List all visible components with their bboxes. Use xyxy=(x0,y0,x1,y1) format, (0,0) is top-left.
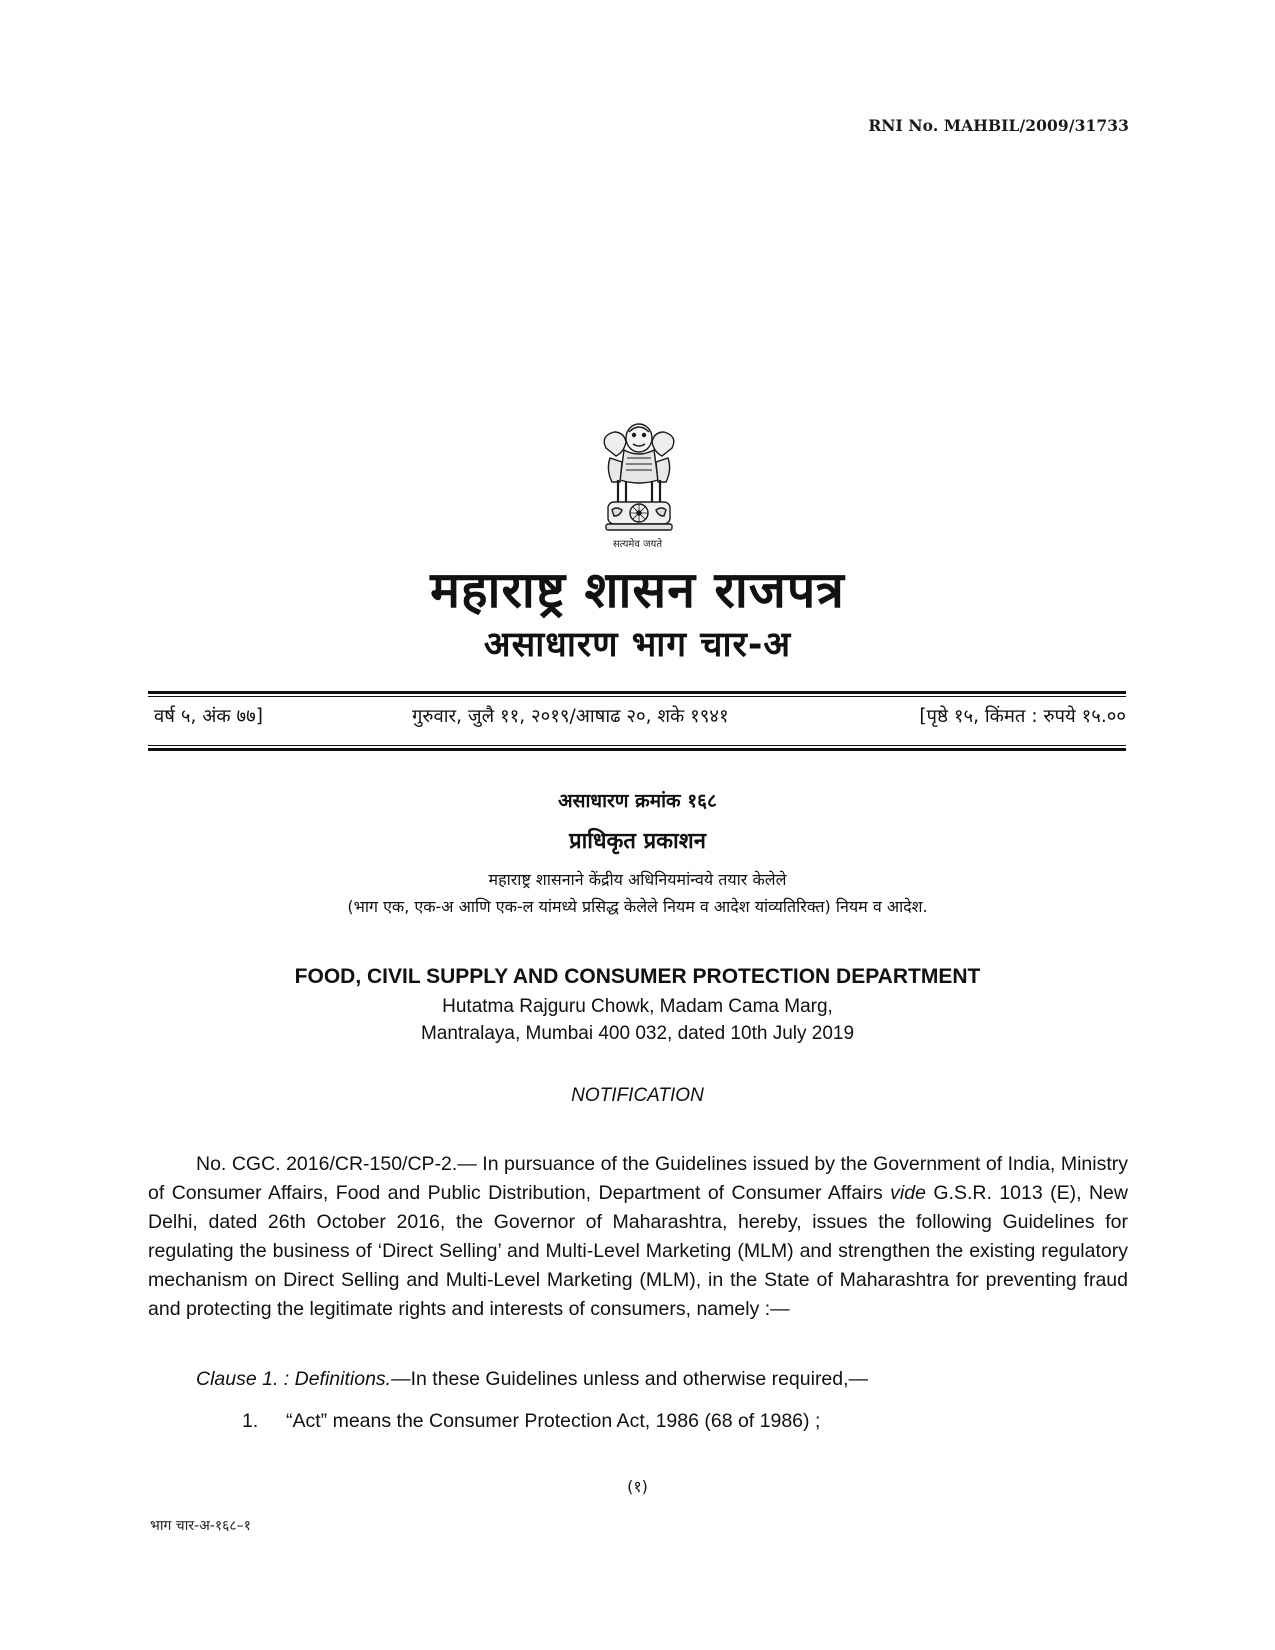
masthead-bottom-rule xyxy=(148,745,1126,751)
gazette-subtitle: असाधारण भाग चार-अ xyxy=(483,625,792,665)
pages-price: [पृष्ठे १५, किंमत : रुपये १५.०० xyxy=(919,706,1126,727)
definition-number: 1. xyxy=(242,1410,259,1432)
publication-description-line2: (भाग एक, एक-अ आणि एक-ल यांमध्ये प्रसिद्ध केलेले नियम व आदेश यांव्यतिरिक्त) नियम व आदेश. xyxy=(347,897,928,916)
definition-text: “Act” means the Consumer Protection Act, 1986 (68 of 1986) ; xyxy=(286,1410,821,1432)
definition-item xyxy=(242,1410,820,1433)
footer-reference: भाग चार-अ-१६८–१ xyxy=(150,1518,251,1534)
extraordinary-number: असाधारण क्रमांक १६८ xyxy=(558,790,717,812)
department-address-line1: Hutatma Rajguru Chowk, Madam Cama Marg, xyxy=(442,996,833,1017)
notification-heading: NOTIFICATION xyxy=(571,1085,704,1106)
state-emblem-icon xyxy=(596,418,682,544)
paragraph-text-part2: G.S.R. 1013 (E), New Delhi, dated 26th October 2016, the Governor of Maharashtra, hereby, issues the following Guidelines for regulating the business of ‘Direct Selling’ and Multi-Level Marketing (MLM) and strengthen the existing regulatory mechanism on Direct Selling and Multi-Level Marketing (MLM), in the State of Maharashtra for preventing fraud and protecting the legitimate rights and interests of consumers, namely :— xyxy=(148,1182,1128,1320)
issue-date: गुरुवार, जुलै ११, २०१९/आषाढ २०, शके १९४१ xyxy=(412,706,729,727)
clause-title: Clause 1. : Definitions. xyxy=(196,1368,392,1390)
department-address-line2: Mantralaya, Mumbai 400 032, dated 10th July 2019 xyxy=(420,1023,855,1044)
rni-number: RNI No. MAHBIL/2009/31733 xyxy=(868,116,1129,135)
clause-intro: —In these Guidelines unless and otherwise required,— xyxy=(391,1368,869,1390)
authorized-publication: प्राधिकृत प्रकाशन xyxy=(569,829,706,854)
paragraph-text-part1: No. CGC. 2016/CR-150/CP-2.— In pursuance of the Guidelines issued by the Government of India, Ministry of Consumer Affairs, Food and Public Distribution, Department of Consumer Affairs xyxy=(148,1153,1128,1204)
paragraph-vide: vide xyxy=(890,1182,926,1204)
page-number: (१) xyxy=(627,1477,648,1496)
gazette-title: महाराष्ट्र शासन राजपत्र xyxy=(430,561,845,619)
notification-paragraph xyxy=(148,1150,1128,1324)
emblem-motto: सत्यमेव जयते xyxy=(612,539,663,550)
department-name: FOOD, CIVIL SUPPLY AND CONSUMER PROTECTION DEPARTMENT xyxy=(294,965,981,988)
masthead-info-row xyxy=(150,703,1126,733)
volume-issue: वर्ष ५, अंक ७७] xyxy=(154,706,263,727)
publication-description-line1: महाराष्ट्र शासनाने केंद्रीय अधिनियमांन्वये तयार केलेले xyxy=(488,870,787,889)
clause-1-heading xyxy=(196,1368,868,1391)
masthead-top-rule xyxy=(148,691,1126,697)
